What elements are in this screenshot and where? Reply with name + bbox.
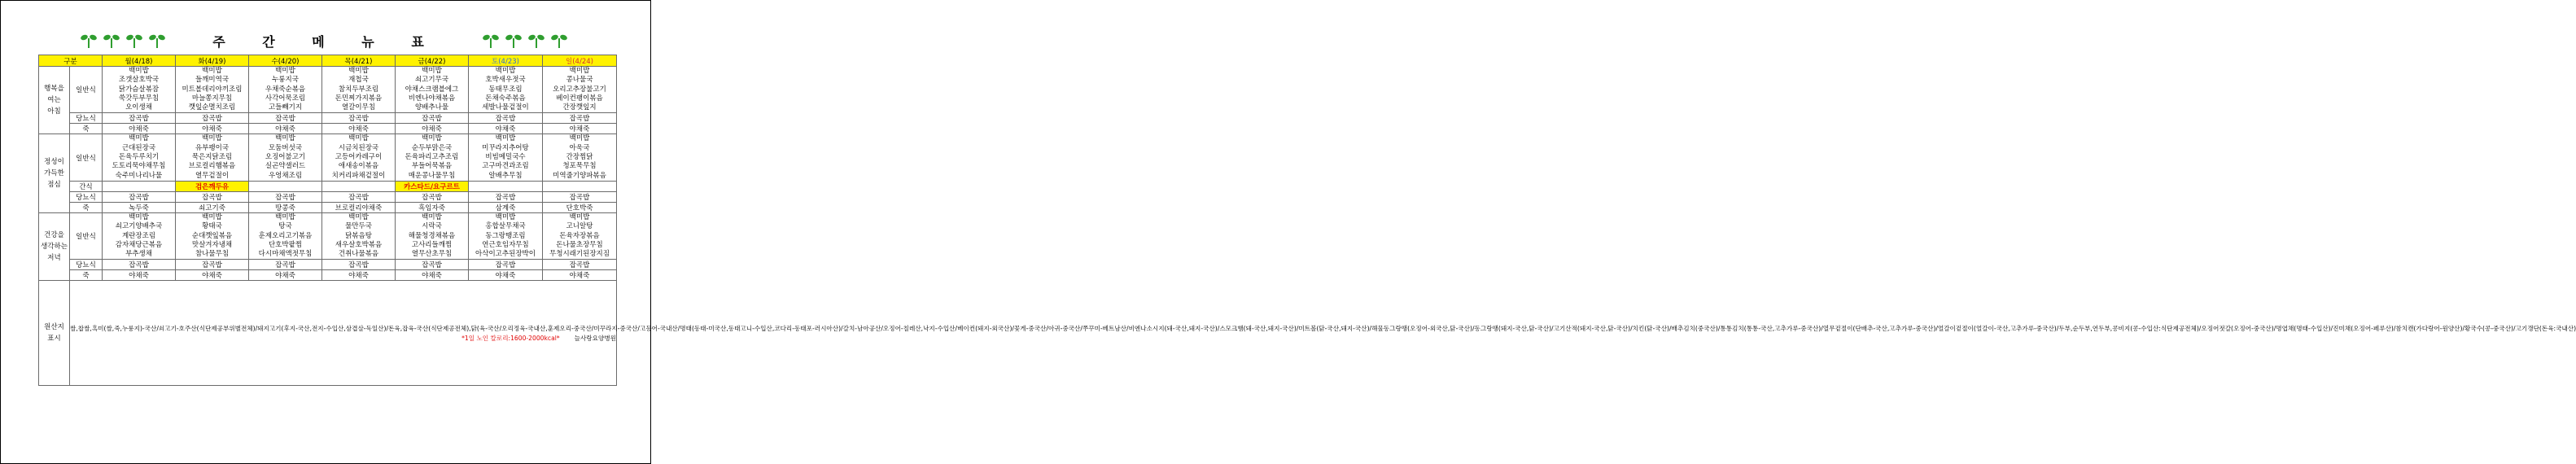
menu-item: 단호박팥찜 [268, 240, 303, 249]
day-header-tue: 화(4/19) [176, 55, 249, 67]
menu-item: 참치두부조림 [338, 85, 379, 94]
day-header-mon: 월(4/18) [103, 55, 176, 67]
dinner-diabetic-row [39, 260, 617, 270]
menu-item: 백미밥 [275, 67, 295, 75]
origin-section-label: 원산지 표시 [39, 281, 70, 386]
menu-item: 쑥갓두부무침 [118, 94, 160, 103]
sprout-decoration-right [483, 33, 567, 50]
diabetic-cell: 잡곡밥 [249, 260, 322, 270]
lunch-regular-row [39, 134, 617, 181]
menu-item: 백미밥 [422, 134, 442, 143]
menu-item: 백미밥 [495, 134, 516, 143]
menu-item: 맛살겨자냉채 [191, 240, 233, 249]
menu-item: 순대깻잎볶음 [191, 231, 233, 240]
menu-item: 오리고추장불고기 [553, 85, 606, 94]
menu-item: 쇠고기무국 [414, 76, 449, 85]
porridge-cell: 야채죽 [249, 270, 322, 281]
diabetic-cell: 잡곡밥 [176, 260, 249, 270]
menu-item: 고니알탕 [566, 222, 593, 231]
menu-item: 백미밥 [202, 67, 222, 75]
menu-item: 건취나물볶음 [338, 250, 379, 259]
menu-item: 백미밥 [569, 134, 590, 143]
menu-item: 애새송이볶음 [338, 162, 379, 171]
diabetic-cell: 잡곡밥 [543, 191, 617, 202]
diabetic-diet-label: 당뇨식 [70, 191, 103, 202]
regular-diet-label: 일반식 [70, 67, 103, 113]
origin-info-cell [70, 281, 2576, 386]
menu-item: 청포묵무침 [562, 162, 597, 171]
menu-item: 새우살호박볶음 [335, 240, 383, 249]
diabetic-cell: 잡곡밥 [396, 260, 469, 270]
menu-item: 백미밥 [129, 212, 149, 221]
menu-item: 세발나물겉절이 [482, 103, 529, 112]
menu-item: 물만두국 [345, 222, 372, 231]
menu-item: 홍합살무채국 [485, 222, 526, 231]
menu-item: 돈나물초장무침 [556, 240, 603, 249]
menu-item: 비엔나야채볶음 [408, 94, 456, 103]
snack-cell [469, 181, 543, 191]
regular-diet-label: 일반식 [70, 212, 103, 259]
menu-item: 동그랑땡조림 [485, 231, 526, 240]
lunch-menu-cell [469, 134, 543, 181]
menu-item: 아욱국 [569, 143, 590, 152]
snack-cell-highlight: 검은깨두유 [176, 181, 249, 191]
dinner-menu-cell [322, 212, 396, 259]
menu-item: 호박새우젓국 [485, 76, 526, 85]
menu-item: 간장찜닭 [566, 153, 593, 162]
dinner-regular-row [39, 212, 617, 259]
diabetic-cell: 잡곡밥 [176, 191, 249, 202]
menu-item: 양배추나물 [414, 103, 449, 112]
menu-item: 시금치된장국 [338, 143, 379, 152]
porridge-cell: 녹두죽 [103, 202, 176, 212]
menu-item: 고들빼기지 [268, 103, 303, 112]
dinner-porridge-row [39, 270, 617, 281]
menu-item: 백미밥 [202, 212, 222, 221]
dinner-menu-cell [469, 212, 543, 259]
lunch-menu-cell [176, 134, 249, 181]
diabetic-cell: 잡곡밥 [469, 260, 543, 270]
menu-item: 백미밥 [348, 67, 369, 75]
porridge-cell: 땅콩죽 [249, 202, 322, 212]
porridge-cell: 야채죽 [396, 270, 469, 281]
menu-item: 근대된장국 [121, 143, 156, 152]
menu-item: 해물청경채볶음 [408, 231, 456, 240]
diabetic-cell: 잡곡밥 [396, 191, 469, 202]
menu-item: 간장깻잎지 [562, 103, 597, 112]
porridge-cell: 야채죽 [176, 270, 249, 281]
menu-item: 백미밥 [348, 212, 369, 221]
dinner-section-label: 건강을 생각하는 저녁 [39, 212, 70, 280]
menu-item: 미역줄기양파볶음 [553, 171, 606, 180]
menu-item: 돈육두루치기 [118, 153, 160, 162]
menu-item: 백미밥 [495, 67, 516, 75]
sprout-icon [483, 33, 499, 50]
menu-item: 참나물무침 [195, 250, 230, 259]
menu-item: 알배추무침 [488, 171, 523, 180]
menu-item: 부추생채 [125, 250, 152, 259]
diabetic-cell: 잡곡밥 [103, 113, 176, 124]
menu-item: 백미밥 [495, 212, 516, 221]
menu-item: 열갈이무침 [341, 103, 376, 112]
menu-item: 콩나물국 [566, 76, 593, 85]
menu-item: 백미밥 [422, 212, 442, 221]
menu-item: 백미밥 [569, 212, 590, 221]
breakfast-menu-cell [249, 67, 322, 113]
breakfast-menu-cell [103, 67, 176, 113]
menu-item: 닭볶음탕 [345, 231, 372, 240]
menu-item: 실곤약샐러드 [265, 162, 306, 171]
diabetic-cell: 잡곡밥 [469, 113, 543, 124]
origin-row [39, 281, 617, 386]
porridge-cell: 야채죽 [469, 124, 543, 134]
lunch-menu-cell [543, 134, 617, 181]
menu-item: 순두부맑은국 [411, 143, 453, 152]
porridge-cell: 야채죽 [543, 124, 617, 134]
diabetic-cell: 잡곡밥 [176, 113, 249, 124]
snack-label: 간식 [70, 181, 103, 191]
menu-item: 누룽지국 [272, 76, 299, 85]
diabetic-diet-label: 당뇨식 [70, 260, 103, 270]
menu-item: 묵은지닭조림 [191, 153, 233, 162]
page-title: 주 간 메 뉴 표 [212, 34, 440, 50]
lunch-diabetic-row [39, 191, 617, 202]
menu-item: 우채죽순볶음 [265, 85, 306, 94]
menu-item: 훈제오리고기볶음 [258, 231, 313, 240]
header-row [39, 55, 617, 67]
menu-item: 돈육자장볶음 [559, 231, 600, 240]
breakfast-section-label: 행복을 여는 아침 [39, 67, 70, 134]
menu-item: 시락국 [422, 222, 442, 231]
porridge-cell: 야채죽 [103, 270, 176, 281]
menu-item: 미꾸라지추어탕 [482, 143, 529, 152]
breakfast-regular-row [39, 67, 617, 113]
breakfast-menu-cell [322, 67, 396, 113]
porridge-diet-label: 죽 [70, 270, 103, 281]
menu-item: 오이생채 [125, 103, 152, 112]
calorie-note: *1일 노인 칼로리:1600-2000kcal* [461, 334, 560, 342]
menu-item: 백미밥 [275, 212, 295, 221]
menu-item: 마늘쫑지무침 [191, 94, 233, 103]
dinner-menu-cell [543, 212, 617, 259]
menu-item: 우엉채조림 [268, 171, 303, 180]
category-header: 구분 [39, 55, 103, 67]
menu-item: 오징어불고기 [265, 153, 306, 162]
lunch-menu-cell [249, 134, 322, 181]
porridge-cell: 야채죽 [103, 124, 176, 134]
menu-item: 쇠고기양배추국 [115, 222, 163, 231]
porridge-cell: 야채죽 [322, 124, 396, 134]
porridge-cell: 야채죽 [322, 270, 396, 281]
diabetic-cell: 잡곡밥 [322, 113, 396, 124]
menu-item: 백미밥 [275, 134, 295, 143]
menu-item: 돈육파리고추조림 [405, 153, 459, 162]
diabetic-cell: 잡곡밥 [103, 191, 176, 202]
menu-item: 백미밥 [129, 134, 149, 143]
menu-item: 탕국 [278, 222, 292, 231]
porridge-cell: 흑임자죽 [396, 202, 469, 212]
sprout-icon [528, 33, 545, 50]
breakfast-menu-cell [469, 67, 543, 113]
dinner-menu-cell [249, 212, 322, 259]
diabetic-cell: 잡곡밥 [103, 260, 176, 270]
menu-item: 백미밥 [129, 67, 149, 75]
porridge-cell: 야채죽 [543, 270, 617, 281]
menu-item: 연근호임자무침 [482, 240, 529, 249]
menu-item: 닭가슴살볶잠 [118, 85, 160, 94]
menu-item: 백미밥 [569, 67, 590, 75]
menu-item: 매운콩나물무침 [408, 171, 456, 180]
menu-item: 다시마채액젓무침 [258, 250, 313, 259]
breakfast-menu-cell [543, 67, 617, 113]
lunch-menu-cell [322, 134, 396, 181]
diabetic-cell: 잡곡밥 [396, 113, 469, 124]
menu-item: 숙주미나리나물 [115, 171, 163, 180]
menu-item: 베이컨팽이볶음 [556, 94, 603, 103]
menu-item: 황태국 [202, 222, 222, 231]
sprout-icon [551, 33, 567, 50]
origin-note-row [70, 334, 616, 343]
dinner-menu-cell [176, 212, 249, 259]
origin-text: 쌀,찹쌀,흑미(쌀,죽,누룽지)-국산/쇠고기-호주산(식단제공부위별전체)/돼지고기(후지-국산,전지-수입산,삼겹살-독일산)/돈육,잡육-국산(식단제공전체),닭(육-국산/오리정육-국내산,훈제오리-중국산/미꾸라지-중국산/고등어-국내산/명태(동태-미국산,동태고니-수입산,코다리-동태포-러시아산)/갈치-남아공산/오징어-칠레산,낙지-수입산/베이컨(돼지-외국산)/꽃게-중국산/아귀-중국산/쭈꾸미-베트남산/비엔나소시지(돼-국산,돼지-국산)/스모크햄(돼-국산,돼지-국산)/미트볼(닭-국산,돼지-국산)/해물동그랑땡(오징어-외국산,닭-국산)/동그랑땡(돼지-국산,닭-국산)/고기산적(돼지-국산,닭-국산)/치킨(닭-국산)/배추김치(중국산)/통통김치(통통-국산,고추가루-중국산)/열무겉절이(단배추-국산,고추가루-중국산)/얼갈이겉절이(얼갈이-국산,고추가루-중국산)/두부,순두부,연두부,콩비지(콩-수입산:식단제공전체)/오징어젓갈(오징어-중국산)/명엽채(명태-수입산)/진미채(오징어-페루산)/참치캔(가다랑어-원양산)/황국수(콩-중국산)/고기갱단(돈육:국내산) [70, 324, 2576, 332]
porridge-diet-label: 죽 [70, 202, 103, 212]
menu-item: 치커리파채겉절이 [331, 171, 386, 180]
menu-item: 들깨미역국 [195, 76, 230, 85]
lunch-porridge-row [39, 202, 617, 212]
diabetic-cell: 잡곡밥 [249, 191, 322, 202]
regular-diet-label: 일반식 [70, 134, 103, 181]
diabetic-diet-label: 당뇨식 [70, 113, 103, 124]
weekly-menu-table [38, 55, 2576, 386]
menu-item: 계란장조림 [121, 231, 156, 240]
diabetic-cell: 잡곡밥 [249, 113, 322, 124]
porridge-cell: 야채죽 [176, 124, 249, 134]
menu-item: 도토리묵야채무침 [112, 162, 166, 171]
menu-item: 미트볼데리야끼조림 [182, 85, 243, 94]
breakfast-menu-cell [176, 67, 249, 113]
menu-item: 재첩국 [348, 76, 369, 85]
menu-item: 동태무조림 [488, 85, 523, 94]
breakfast-menu-cell [396, 67, 469, 113]
porridge-cell: 쇠고기죽 [176, 202, 249, 212]
menu-item: 고사리들깨찜 [411, 240, 453, 249]
lunch-section-label: 정성이 가득한 점심 [39, 134, 70, 212]
menu-item: 고구마견과조림 [482, 162, 529, 171]
menu-item: 열무산초무침 [411, 250, 453, 259]
menu-item: 돈민찌가지볶음 [335, 94, 383, 103]
porridge-cell: 삼계죽 [469, 202, 543, 212]
menu-item: 야채스크램블에그 [405, 85, 459, 94]
lunch-menu-cell [103, 134, 176, 181]
day-header-sat: 토(4/23) [469, 55, 543, 67]
porridge-cell: 단호박죽 [543, 202, 617, 212]
diabetic-cell: 잡곡밥 [543, 113, 617, 124]
menu-item: 부들어묵볶음 [411, 162, 453, 171]
porridge-cell: 브로컬리야채죽 [322, 202, 396, 212]
diabetic-cell: 잡곡밥 [543, 260, 617, 270]
facility-name: 늘사랑요양병원 [574, 334, 616, 342]
menu-item: 돈채숙주볶음 [485, 94, 526, 103]
snack-cell [543, 181, 617, 191]
menu-item: 깻잎순멸치조림 [188, 103, 236, 112]
lunch-snack-row [39, 181, 617, 191]
diabetic-cell: 잡곡밥 [469, 191, 543, 202]
porridge-cell: 야채죽 [469, 270, 543, 281]
menu-item: 조갯살호박국 [118, 76, 160, 85]
menu-item: 사각어묵조림 [265, 94, 306, 103]
menu-item: 열무겉절이 [195, 171, 230, 180]
dinner-menu-cell [396, 212, 469, 259]
day-header-wed: 수(4/20) [249, 55, 322, 67]
day-header-fri: 금(4/22) [396, 55, 469, 67]
dinner-menu-cell [103, 212, 176, 259]
day-header-thu: 목(4/21) [322, 55, 396, 67]
menu-item: 아삭이고추된장박이 [475, 250, 536, 259]
breakfast-diabetic-row [39, 113, 617, 124]
diabetic-cell: 잡곡밥 [322, 260, 396, 270]
menu-item: 브로컬리햄볶음 [188, 162, 236, 171]
menu-item: 고등어카레구이 [335, 153, 383, 162]
lunch-menu-cell [396, 134, 469, 181]
sprout-icon [505, 33, 522, 50]
day-header-sun: 일(4/24) [543, 55, 617, 67]
diabetic-cell: 잡곡밥 [322, 191, 396, 202]
porridge-cell: 야채죽 [396, 124, 469, 134]
menu-item: 백미밥 [348, 134, 369, 143]
porridge-cell: 야채죽 [249, 124, 322, 134]
snack-cell [322, 181, 396, 191]
menu-item: 백미밥 [422, 67, 442, 75]
snack-cell-highlight: 카스타드/요구르트 [396, 181, 469, 191]
menu-item: 감자채당근볶음 [115, 240, 163, 249]
menu-item: 유부팽이국 [195, 143, 230, 152]
breakfast-porridge-row [39, 124, 617, 134]
menu-item: 모둠버섯국 [268, 143, 303, 152]
porridge-diet-label: 죽 [70, 124, 103, 134]
menu-item: 비빔메밀국수 [485, 153, 526, 162]
menu-item: 백미밥 [202, 134, 222, 143]
snack-cell [249, 181, 322, 191]
snack-cell [103, 181, 176, 191]
menu-item: 무청시래기된장지짐 [549, 250, 610, 259]
